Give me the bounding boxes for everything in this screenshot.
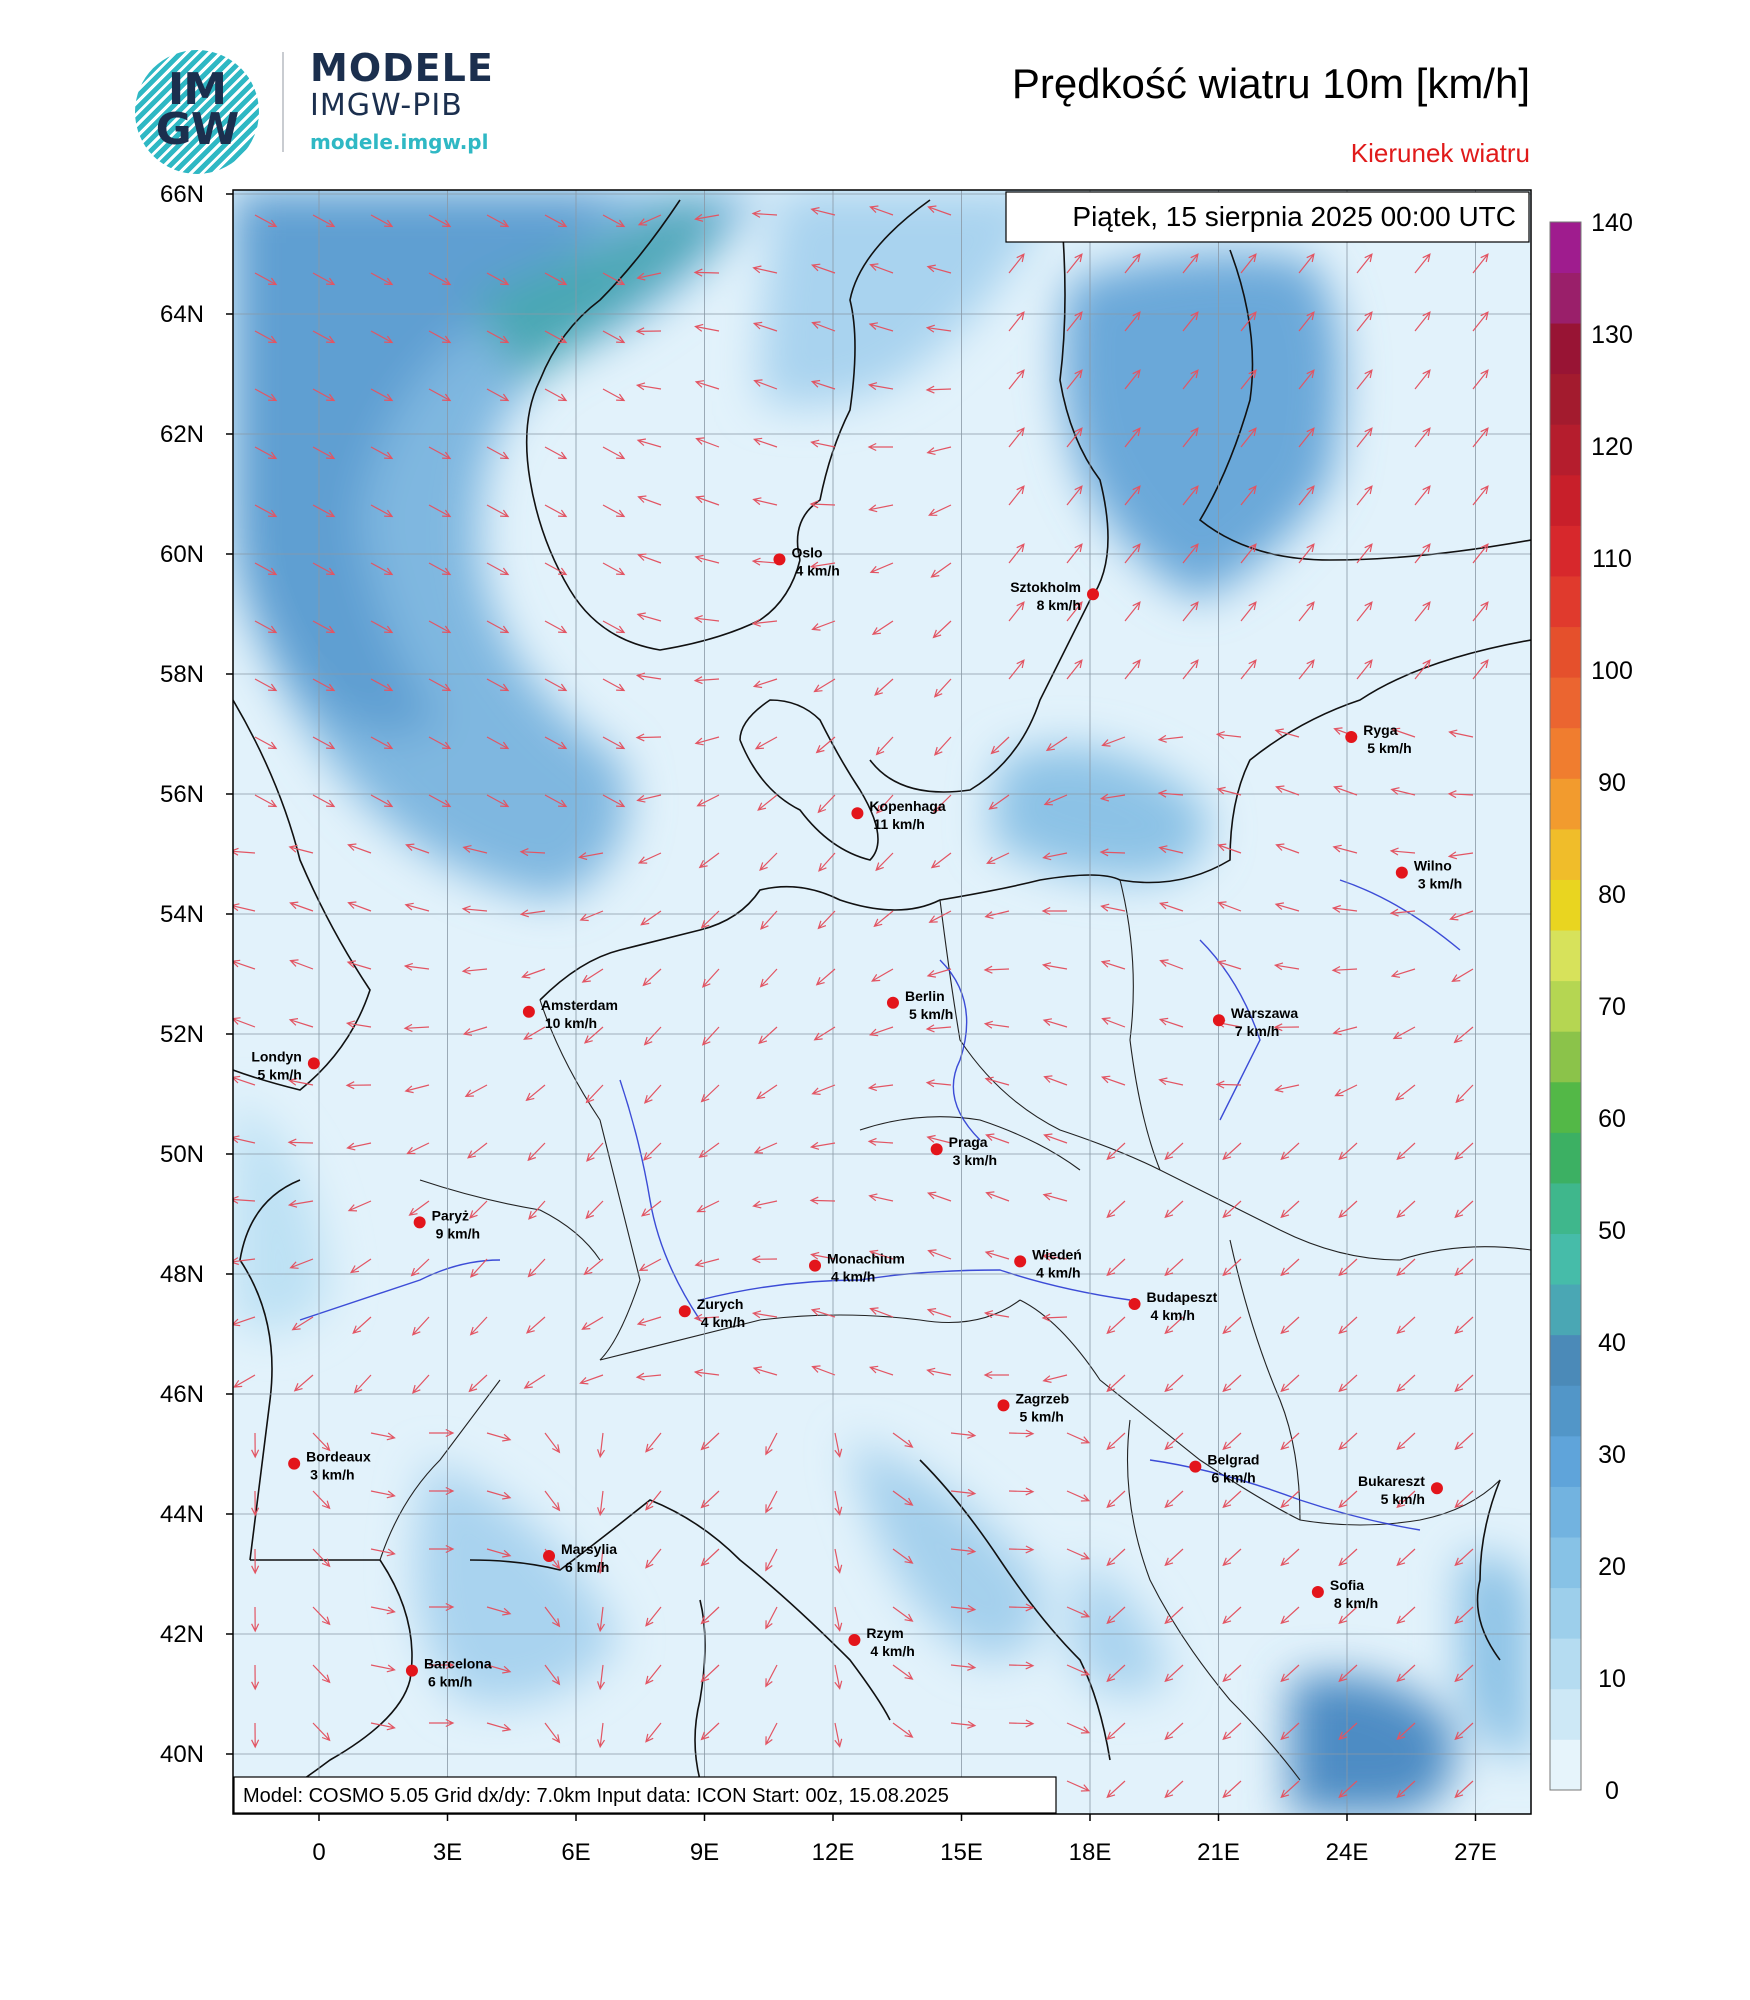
city-wind-speed: 6 km/h xyxy=(565,1559,610,1575)
colorbar-tick-label: 120 xyxy=(1591,433,1633,461)
city-dot xyxy=(997,1399,1009,1411)
city-dot xyxy=(543,1550,555,1562)
colorbar-tick-label: 140 xyxy=(1591,209,1633,237)
colorbar-swatch xyxy=(1550,1537,1581,1588)
lat-tick-label: 58N xyxy=(159,661,204,688)
city-name: Praga xyxy=(948,1134,988,1151)
city-wind-speed: 3 km/h xyxy=(1417,875,1463,892)
city-wind-speed: 5 km/h xyxy=(257,1066,302,1083)
latitude-axis xyxy=(160,181,233,1768)
city-wind-speed: 4 km/h xyxy=(1036,1264,1081,1281)
city-wind-speed: 4 km/h xyxy=(700,1314,746,1331)
lat-tick-label: 40N xyxy=(159,1741,204,1768)
colorbar-swatch xyxy=(1550,1385,1581,1436)
city-wind-speed: 11 km/h xyxy=(873,816,925,833)
colorbar-swatch xyxy=(1550,627,1581,678)
colorbar xyxy=(1550,209,1633,1805)
colorbar-tick-label: 10 xyxy=(1598,1665,1626,1693)
brand-subtitle: IMGW-PIB xyxy=(310,88,463,123)
lat-tick-label: 50N xyxy=(159,1141,204,1168)
colorbar-swatch xyxy=(1550,576,1581,627)
colorbar-swatch xyxy=(1550,728,1581,779)
colorbar-swatch xyxy=(1550,778,1581,829)
lat-tick-label: 56N xyxy=(159,781,204,808)
city-wind-speed: 6 km/h xyxy=(427,1673,473,1690)
city-name: Marsylia xyxy=(561,1541,618,1557)
city-name: Wilno xyxy=(1413,857,1452,874)
city-dot xyxy=(523,1006,535,1018)
colorbar-swatch xyxy=(1550,273,1581,324)
colorbar-swatch xyxy=(1550,677,1581,728)
colorbar-tick-label: 100 xyxy=(1591,657,1633,685)
city-name: Paryż xyxy=(431,1207,470,1224)
city-dot xyxy=(1129,1298,1141,1310)
city-dot xyxy=(1312,1586,1324,1598)
city-dot xyxy=(1431,1482,1443,1494)
brand-url-link[interactable]: modele.imgw.pl xyxy=(310,130,489,154)
city-name: Warszawa xyxy=(1230,1005,1299,1022)
colorbar-swatch xyxy=(1550,222,1581,273)
colorbar-tick-label: 0 xyxy=(1605,1777,1619,1805)
city-name: Rzym xyxy=(866,1625,904,1641)
colorbar-tick-label: 20 xyxy=(1598,1553,1626,1581)
lat-tick-label: 42N xyxy=(159,1621,204,1648)
city-dot xyxy=(887,997,899,1009)
lon-tick-label: 21E xyxy=(1197,1839,1240,1866)
colorbar-swatch xyxy=(1550,930,1581,981)
city-name: Sztokholm xyxy=(1010,579,1081,596)
city-dot xyxy=(1189,1461,1201,1473)
lat-tick-label: 52N xyxy=(159,1021,204,1048)
city-wind-speed: 5 km/h xyxy=(1019,1408,1064,1425)
city-wind-speed: 3 km/h xyxy=(952,1152,998,1169)
colorbar-swatch xyxy=(1550,1689,1581,1740)
city-dot xyxy=(851,807,863,819)
city-wind-speed: 8 km/h xyxy=(1333,1595,1379,1611)
colorbar-tick-label: 80 xyxy=(1598,881,1626,909)
city-dot xyxy=(1014,1255,1026,1267)
city-name: Amsterdam xyxy=(540,996,618,1013)
colorbar-swatch xyxy=(1550,1739,1581,1790)
lon-tick-label: 3E xyxy=(432,1839,463,1866)
brand-name: MODELE xyxy=(310,46,494,90)
lon-tick-label: 24E xyxy=(1325,1839,1369,1866)
datetime-label: Piątek, 15 sierpnia 2025 00:00 UTC xyxy=(1072,201,1516,232)
colorbar-tick-label: 90 xyxy=(1598,769,1626,797)
colorbar-swatch xyxy=(1550,424,1581,475)
colorbar-tick-label: 110 xyxy=(1592,545,1632,573)
lat-tick-label: 48N xyxy=(159,1261,204,1288)
city-wind-speed: 5 km/h xyxy=(1380,1491,1425,1508)
city-wind-speed: 10 km/h xyxy=(544,1014,598,1031)
city-name: Zagrzeb xyxy=(1015,1390,1070,1407)
colorbar-swatch xyxy=(1550,1082,1581,1133)
city-name: Berlin xyxy=(904,987,945,1004)
city-dot xyxy=(1087,588,1099,600)
city-name: Budapeszt xyxy=(1146,1289,1218,1305)
map-title: Prędkość wiatru 10m [km/h] xyxy=(1011,60,1530,107)
city-name: Belgrad xyxy=(1207,1451,1260,1468)
city-wind-speed: 4 km/h xyxy=(870,1643,915,1659)
city-dot xyxy=(931,1143,943,1155)
city-name: Londyn xyxy=(251,1048,302,1065)
colorbar-tick-label: 30 xyxy=(1598,1441,1626,1469)
colorbar-tick-label: 130 xyxy=(1591,321,1633,349)
logo-lettering: IM GW xyxy=(155,64,239,155)
city-wind-speed: 8 km/h xyxy=(1036,597,1081,614)
colorbar-tick-label: 70 xyxy=(1598,993,1626,1021)
map-subtitle: Kierunek wiatru xyxy=(1350,138,1530,168)
colorbar-swatch xyxy=(1550,880,1581,931)
lat-tick-label: 66N xyxy=(159,181,204,208)
city-name: Kopenhaga xyxy=(869,798,946,815)
city-wind-speed: 6 km/h xyxy=(1211,1469,1256,1486)
lon-tick-label: 18E xyxy=(1068,1839,1112,1866)
city-dot xyxy=(1213,1014,1225,1026)
city-dot xyxy=(1396,867,1408,879)
colorbar-swatch xyxy=(1550,981,1581,1032)
city-name: Sofia xyxy=(1329,1577,1365,1593)
city-wind-speed: 4 km/h xyxy=(831,1268,876,1285)
colorbar-tick-label: 40 xyxy=(1598,1329,1626,1357)
city-wind-speed: 7 km/h xyxy=(1234,1023,1280,1040)
city-dot xyxy=(848,1634,860,1646)
city-name: Oslo xyxy=(791,544,823,561)
city-wind-speed: 9 km/h xyxy=(435,1225,481,1242)
colorbar-swatch xyxy=(1550,1132,1581,1183)
longitude-axis xyxy=(312,1814,1497,1866)
city-dot xyxy=(679,1305,691,1317)
lon-tick-label: 0 xyxy=(312,1839,326,1866)
city-dot xyxy=(773,553,785,565)
lat-tick-label: 60N xyxy=(159,541,204,568)
lon-tick-label: 15E xyxy=(940,1839,983,1866)
city-name: Barcelona xyxy=(423,1655,492,1672)
city-name: Bordeaux xyxy=(306,1448,371,1465)
city-name: Ryga xyxy=(1363,722,1398,738)
colorbar-swatch xyxy=(1550,1487,1581,1538)
city-wind-speed: 3 km/h xyxy=(310,1466,355,1483)
colorbar-swatch xyxy=(1550,374,1581,425)
colorbar-swatch xyxy=(1550,323,1581,374)
model-info-text: Model: COSMO 5.05 Grid dx/dy: 7.0km Input data: ICON Start: 00z, 15.08.2025 xyxy=(243,1785,949,1807)
lat-tick-label: 46N xyxy=(159,1381,204,1408)
colorbar-swatch xyxy=(1550,1436,1581,1487)
colorbar-swatch xyxy=(1550,525,1581,576)
colorbar-swatch xyxy=(1550,475,1581,526)
colorbar-swatch xyxy=(1550,1588,1581,1639)
lat-tick-label: 54N xyxy=(159,901,204,928)
colorbar-swatch xyxy=(1550,1335,1581,1386)
city-name: Bukareszt xyxy=(1358,1473,1425,1490)
colorbar-swatch xyxy=(1550,1183,1581,1234)
city-wind-speed: 4 km/h xyxy=(1150,1307,1195,1323)
city-dot xyxy=(406,1665,418,1677)
city-name: Monachium xyxy=(827,1250,905,1267)
city-dot xyxy=(809,1260,821,1272)
lon-tick-label: 9E xyxy=(689,1839,720,1866)
colorbar-swatch xyxy=(1550,1031,1581,1082)
colorbar-swatch xyxy=(1550,1234,1581,1285)
colorbar-tick-label: 50 xyxy=(1598,1217,1626,1245)
lon-tick-label: 6E xyxy=(561,1839,591,1866)
city-wind-speed: 4 km/h xyxy=(795,562,840,579)
lon-tick-label: 12E xyxy=(811,1839,855,1866)
lat-tick-label: 44N xyxy=(159,1501,204,1528)
city-name: Zurych xyxy=(696,1296,744,1313)
lon-tick-label: 27E xyxy=(1454,1839,1497,1866)
city-dot xyxy=(288,1458,300,1470)
city-name: Wiedeń xyxy=(1032,1246,1082,1263)
city-wind-speed: 5 km/h xyxy=(908,1005,954,1022)
colorbar-swatch xyxy=(1550,1284,1581,1335)
lat-tick-label: 64N xyxy=(159,301,204,328)
city-dot xyxy=(414,1216,426,1228)
city-wind-speed: 5 km/h xyxy=(1367,740,1412,756)
colorbar-swatch xyxy=(1550,1638,1581,1689)
city-dot xyxy=(308,1057,320,1069)
city-dot xyxy=(1345,731,1357,743)
colorbar-tick-label: 60 xyxy=(1598,1105,1626,1133)
colorbar-swatch xyxy=(1550,829,1581,880)
lat-tick-label: 62N xyxy=(159,421,204,448)
